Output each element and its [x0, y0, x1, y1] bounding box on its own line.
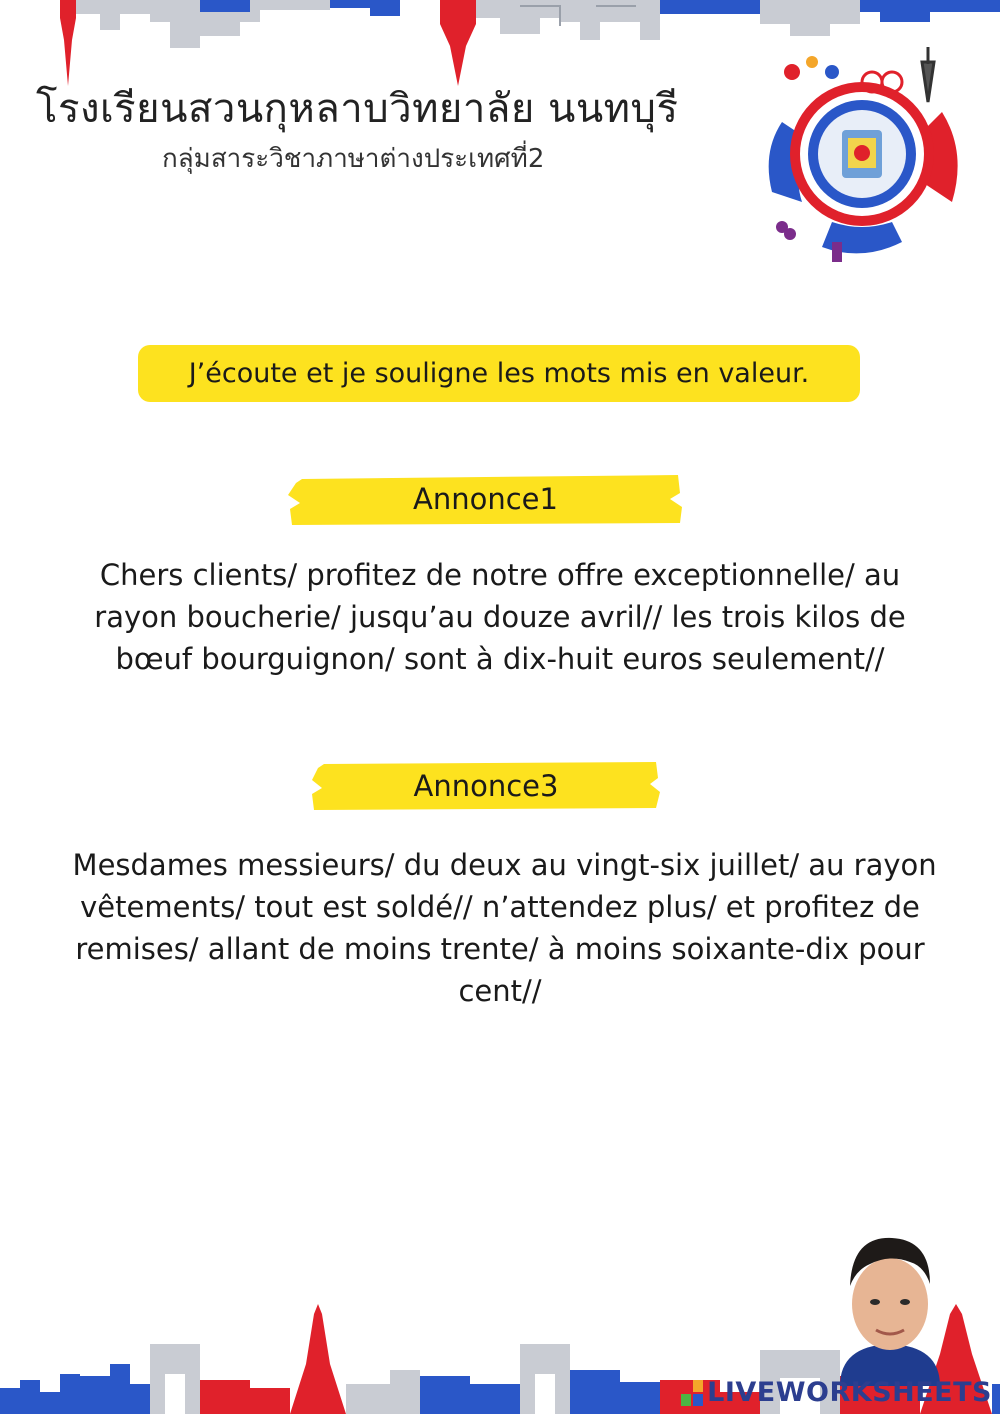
announcement-3-text [20, 844, 980, 1012]
text-line: vêtements/ tout est soldé// n’attendez plus/ et profitez de [80, 890, 920, 924]
liveworksheets-logo-icon [681, 1380, 703, 1406]
section-label-text: Annonce1 [413, 482, 558, 516]
department-name: กลุ่มสาระวิชาภาษาต่างประเทศที่2 [162, 144, 545, 174]
section-label-annonce3 [312, 760, 660, 812]
liveworksheets-watermark [681, 1377, 992, 1408]
section-label-annonce1 [288, 473, 683, 525]
school-emblem-logo [752, 42, 972, 266]
text-line: remises/ allant de moins trente/ à moins soixante-dix pour [75, 932, 925, 966]
text-line: Chers clients/ profitez de notre offre exceptionnelle/ au [99, 558, 901, 592]
watermark-text: LIVEWORKSHEETS [707, 1377, 992, 1408]
instruction-text: J’écoute et je souligne les mots mis en valeur. [188, 358, 810, 389]
announcement-1-text [20, 554, 980, 680]
text-line: Mesdames messieurs/ du deux au vingt-six juillet/ au rayon [63, 848, 937, 882]
text-line: rayon boucherie/ jusqu’au douze avril// les trois kilos de [94, 600, 906, 634]
school-name: โรงเรียนสวนกุหลาบวิทยาลัย นนทบุรี [36, 86, 679, 132]
text-line: cent// [458, 974, 542, 1008]
instruction-banner [138, 345, 860, 402]
teacher-avatar [830, 1226, 950, 1386]
text-line: bœuf bourguignon/ sont à dix-huit euros seulement// [115, 642, 885, 676]
section-label-text: Annonce3 [413, 769, 559, 803]
